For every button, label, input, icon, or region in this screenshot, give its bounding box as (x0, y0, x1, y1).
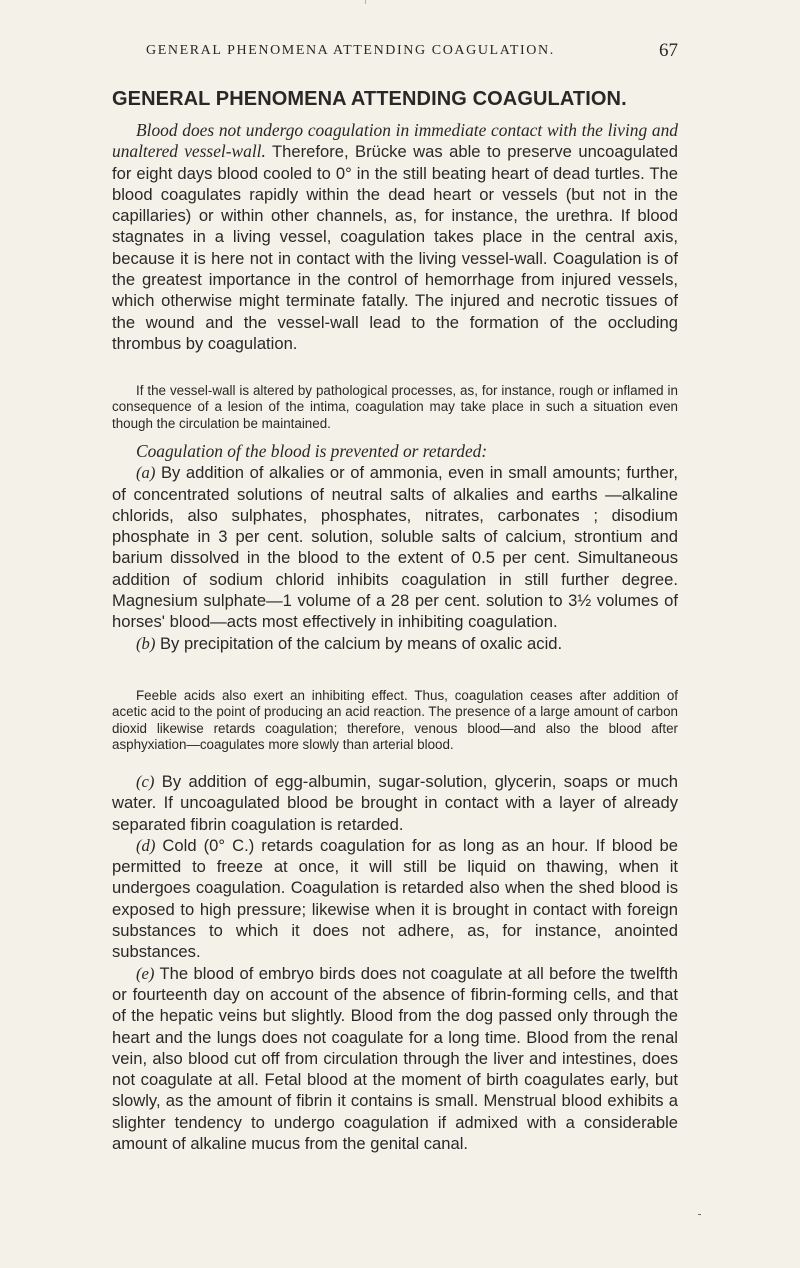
item-b-label: (b) (136, 633, 156, 653)
items-cde (112, 771, 678, 1154)
item-e-label: (e) (136, 963, 155, 983)
intro-paragraph (112, 120, 678, 354)
page-number: 67 (659, 40, 678, 61)
prevented-section (112, 441, 678, 654)
prevented-heading: Coagulation of the blood is prevented or retarded: (136, 441, 488, 461)
intro-lead-italic: Blood does not undergo coagulation in immediate contact with the living and unaltered vessel-wall. (112, 120, 678, 162)
footnote-feeble-acids (112, 688, 678, 754)
item-c-text: By addition of egg-albumin, sugar-solution, glycerin, soaps or much water. If uncoagulated blood be brought in contact with a layer of already separated fibrin coagulation is retarded. (112, 772, 678, 834)
item-d-text: Cold (0° C.) retards coagulation for as long as an hour. If blood be permitted to freeze at once, it will still be liquid on thawing, when it undergoes coagulation. Coagulation is retarded also when the shed blood is exposed to high pressure; likewise when it is brought in contact with foreign substances to which it does not adhere, as, for instance, anointed substances. (112, 835, 678, 962)
item-c-label: (c) (136, 772, 155, 791)
footnote-vessel-wall (112, 383, 678, 432)
footnote-vessel-wall-text: If the vessel-wall is altered by pathological processes, as, for instance, rough or inflamed in consequence of a lesion of the intima, coagulation may take place in such a situation even though the circulation be maintained. (112, 383, 678, 431)
section-title: GENERAL PHENOMENA ATTENDING COAGULATION. (112, 88, 627, 110)
item-a-text: By addition of alkalies or of ammonia, even in small amounts; further, of concentrated solutions of neutral salts of alkalies and earths —alkaline chlorids, also sulphates, phosphates, nitrates, carbonates ; disodium phosphate in 3 per cent. solution, soluble salts of calcium, strontium and barium dissolved in the blood to the extent of 0.5 per cent. Simultaneous addition of sodium chlorid inhibits coagulation in still further degree. Magnesium sulphate—1 volume of a 28 per cent. solution to 3½ volumes of horses' blood—acts most effectively in inhibiting coagulation. (112, 463, 678, 632)
item-a-label: (a) (136, 463, 156, 483)
footnote-feeble-acids-text: Feeble acids also exert an inhibiting effect. Thus, coagulation ceases after addition of acetic acid to the point of producing an acid reaction. The presence of a large amount of carbon dioxid likewise retards coagulation; therefore, venous blood—and also the blood after asphyxiation—coagulates more slowly than arterial blood. (112, 688, 678, 753)
scan-mark (365, 0, 366, 4)
item-e-text: The blood of embryo birds does not coagulate at all before the twelfth or fourteenth day on account of the absence of fibrin-forming cells, and that of the hepatic veins but slightly. Blood from the dog passed only through the heart and the lungs does not coagulate for a long time. Blood from the renal vein, also blood cut off from circulation through the liver and intestines, does not coagulate at all. Fetal blood at the moment of birth coagulates early, but slowly, as the amount of fibrin it contains is small. Menstrual blood exhibits a slighter tendency to undergo coagulation if admixed with a considerable amount of alkaline mucus from the genital canal. (112, 963, 678, 1154)
intro-text: Therefore, Brücke was able to preserve uncoagulated for eight days blood cooled to 0° in the still beating heart of dead turtles. The blood coagulates rapidly within the dead heart or vessels (but not in the capillaries) or within other channels, as, for instance, the urethra. If blood stagnates in a living vessel, coagulation takes place in the central axis, because it is here not in contact with the living vessel-wall. Coagulation is of the greatest importance in the control of hemorrhage from injured vessels, which otherwise might terminate fatally. The injured and necrotic tissues of the wound and the vessel-wall lead to the formation of the occluding thrombus by coagulation. (112, 142, 678, 353)
item-d-label: (d) (136, 835, 156, 855)
margin-mark (698, 1214, 701, 1215)
running-head-title: GENERAL PHENOMENA ATTENDING COAGULATION. (146, 43, 555, 58)
item-b-text: By precipitation of the calcium by means of oxalic acid. (155, 633, 563, 653)
